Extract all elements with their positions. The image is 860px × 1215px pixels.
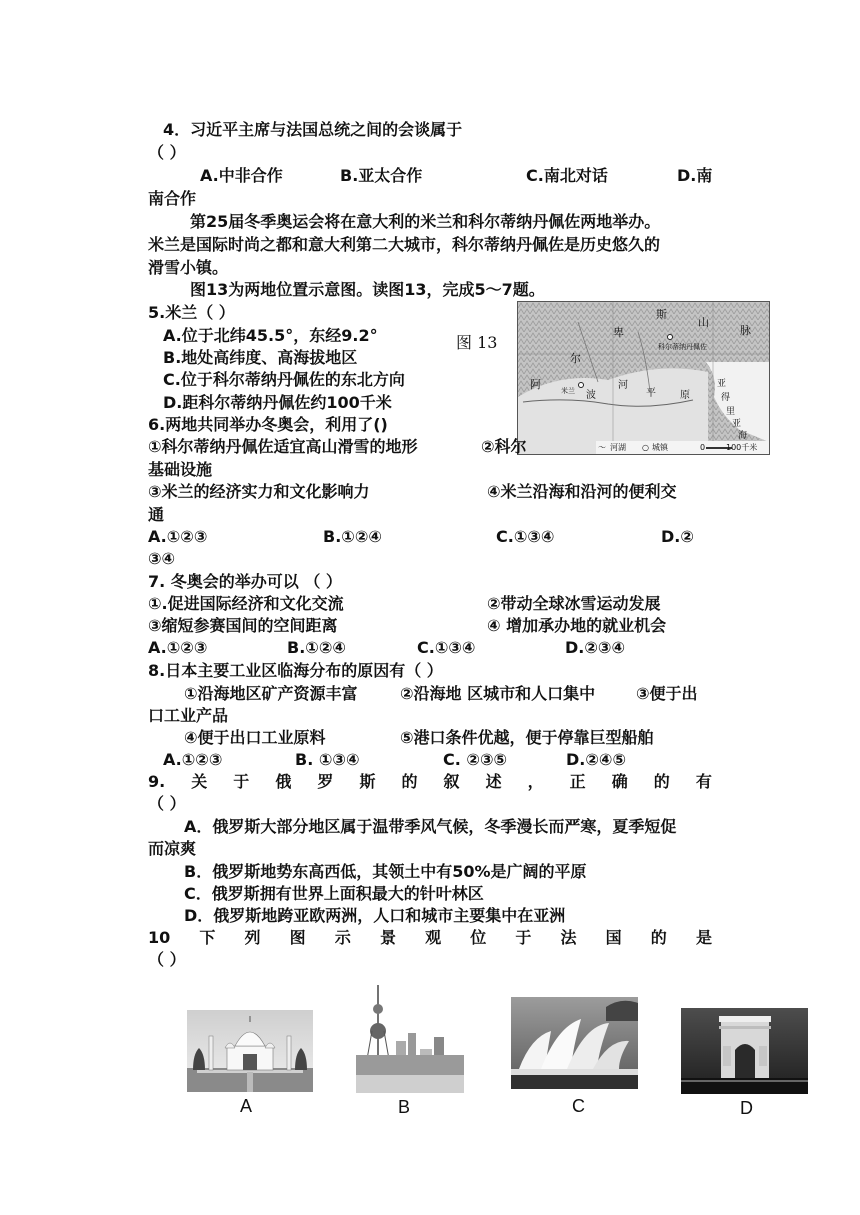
q9-stem-char: 有 [695,772,712,791]
q4-option-d-cont: 南合作 [148,189,197,208]
milan-marker [579,383,584,388]
q6-option-a: A.①②③ [148,527,208,546]
q8-stem: 8.日本主要工业区临海分布的原因有（ ） [148,661,443,680]
taj-mahal-illustration [187,1010,313,1092]
q8-statement-4: ④便于出口工业原料 [184,728,326,747]
legend-town-icon: ○ [642,443,649,452]
q9-stem-char: 罗 [317,772,334,791]
photo-d-arc-de-triomphe [681,1008,808,1094]
legend-town-label: 城镇 [652,443,668,452]
q6-option-c: C.①③④ [496,527,555,546]
q10-stem-char: 10 [148,928,171,947]
map-label-cortina: 科尔蒂纳丹佩佐 [658,343,707,351]
q6-stem: 6.两地共同举办冬奥会，利用了() [148,415,388,434]
q6-statement-2: ②科尔 [481,437,527,456]
q6-statement-3: ③米兰的经济实力和文化影响力 [148,482,370,501]
q9-stem-char: 正 [569,772,586,791]
q9-option-b: B．俄罗斯地势东高西低，其领土中有50%是广阔的平原 [184,862,587,881]
map-label-milan: 米兰 [561,387,575,395]
cortina-marker [668,335,673,340]
q9-option-c: C．俄罗斯拥有世界上面积最大的针叶林区 [184,884,484,903]
q4-option-a: A.中非合作 [200,166,283,185]
opera-house-illustration [511,997,638,1089]
q7-stem: 7. 冬奥会的举办可以 （ ） [148,572,342,591]
intro-figure-ref: 图13为两地位置示意图。读图13，完成5～7题。 [190,280,545,299]
q8-option-c: C. ②③⑤ [443,750,508,769]
legend-river-label: 河湖 [610,443,626,452]
q5-stem: 5.米兰（ ） [148,303,235,322]
q7-option-c: C.①③④ [417,638,476,657]
photo-b-caption: B [398,1097,411,1117]
photo-b-shanghai-skyline [356,985,464,1093]
q10-stem-char: 观 [425,928,442,947]
q9-stem-char: 叙 [443,772,460,791]
q9-option-a: A．俄罗斯大部分地区属于温带季风气候，冬季漫长而严寒，夏季短促 [184,817,677,836]
q10-stem-char: 下 [199,928,216,947]
photo-a-caption: A [240,1096,253,1116]
q10-stem-char: 图 [289,928,306,947]
q5-option-d: D.距科尔蒂纳丹佩佐约100千米 [163,393,392,412]
map-label-alps-1: 阿 [530,378,541,391]
scale-label: 100千米 [726,443,758,452]
q10-stem-char: 法 [560,928,577,947]
q6-option-d: D.② [661,527,694,546]
q4-option-d: D.南 [677,166,713,185]
q8-option-d: D.②④⑤ [566,750,626,769]
q5-option-c: C.位于科尔蒂纳丹佩佐的东北方向 [163,370,405,389]
q6-statement-4: ④米兰沿海和沿河的便利交 [487,482,677,501]
intro-line-3: 滑雪小镇。 [148,258,229,277]
q10-stem-char: 列 [244,928,261,947]
q9-stem-char: 关 [191,772,208,791]
q10-stem-char: 景 [379,928,396,947]
intro-line-1: 第25届冬季奥运会将在意大利的米兰和科尔蒂纳丹佩佐两地举办。 [190,212,661,231]
q7-option-d: D.②③④ [565,638,625,657]
shanghai-illustration [356,985,464,1093]
q9-stem-char: 于 [233,772,250,791]
map-label-alps-2: 尔 [570,352,581,365]
map-label-sea-4: 亚 [732,419,742,429]
q9-stem-char: 述 [485,772,502,791]
figure-13-map [517,301,770,455]
q5-option-b: B.地处高纬度、高海拔地区 [163,348,358,367]
map-label-po-3: 平 [646,388,656,399]
q8-option-b: B. ①③④ [295,750,360,769]
q10-stem-char: 是 [695,928,712,947]
q7-statement-2: ②带动全球冰雪运动发展 [487,594,661,613]
q8-statement-3-cont: 口工业产品 [148,706,229,725]
q10-stem-char: 位 [470,928,487,947]
scale-zero: 0 [700,443,706,452]
q9-stem [148,772,712,792]
q6-option-d-cont: ③④ [148,549,176,568]
map-label-po-4: 原 [680,390,690,401]
relief-map [518,302,769,454]
q8-statement-5: ⑤港口条件优越，便于停靠巨型船舶 [400,728,654,747]
photo-c-sydney-opera-house [511,997,638,1089]
q9-stem-char: ， [527,772,544,791]
map-label-alps-3: 卑 [613,326,624,339]
q10-stem-char: 示 [334,928,351,947]
q6-statement-4-cont: 通 [148,505,165,524]
map-label-alps-4: 斯 [656,308,667,321]
q9-option-a-cont: 而凉爽 [148,839,197,858]
q7-option-b: B.①②④ [287,638,346,657]
q7-statement-3: ③缩短参赛国间的空间距离 [148,616,338,635]
map-label-alps-5: 山 [698,316,709,329]
q10-stem-char: 的 [650,928,667,947]
q6-option-b: B.①②④ [323,527,382,546]
q4-stem: 4．习近平主席与法国总统之间的会谈属于 [163,120,463,139]
q8-statement-1: ①沿海地区矿产资源丰富 [184,684,358,703]
figure-13-caption: 图 13 [456,333,498,352]
legend-river-icon: 〜 [598,443,606,452]
map-legend [596,441,769,454]
map-label-sea-2: 得 [721,393,731,403]
q6-statement-2-cont: 基础设施 [148,460,213,479]
q8-option-a: A.①②③ [163,750,223,769]
q9-stem-char: 确 [611,772,628,791]
q10-stem [148,928,712,948]
q9-stem-char: 的 [401,772,418,791]
q8-statement-2: ②沿海地 区城市和人口集中 [400,684,596,703]
map-label-po-2: 河 [618,380,628,391]
q6-statement-1: ①科尔蒂纳丹佩佐适宜高山滑雪的地形 [148,437,418,456]
q10-paren: （ ） [148,950,186,969]
q9-option-d: D．俄罗斯地跨亚欧两洲，人口和城市主要集中在亚洲 [184,906,566,925]
photo-d-caption: D [740,1098,753,1118]
q9-stem-char: 的 [653,772,670,791]
q9-stem-char: 斯 [359,772,376,791]
q7-statement-1: ①.促进国际经济和文化交流 [148,594,344,613]
q4-paren: （ ） [148,143,186,162]
q10-stem-char: 国 [605,928,622,947]
map-label-sea-3: 里 [726,407,736,417]
map-label-po-1: 波 [586,390,596,401]
map-label-sea-1: 亚 [717,379,727,389]
photo-c-caption: C [572,1096,585,1116]
q7-statement-4: ④ 增加承办地的就业机会 [487,616,667,635]
q9-stem-char: 俄 [275,772,292,791]
photo-a-taj-mahal [187,1010,313,1092]
q9-stem-char: 9. [148,772,166,791]
q9-paren: （ ） [148,794,186,813]
q4-option-b: B.亚太合作 [340,166,423,185]
q10-stem-char: 于 [515,928,532,947]
map-label-sea-5: 海 [738,431,748,441]
q7-option-a: A.①②③ [148,638,208,657]
intro-line-2: 米兰是国际时尚之都和意大利第二大城市，科尔蒂纳丹佩佐是历史悠久的 [148,235,661,254]
q4-option-c: C.南北对话 [526,166,608,185]
q5-option-a: A.位于北纬45.5°，东经9.2° [163,326,378,345]
map-label-alps-6: 脉 [740,324,751,337]
q8-statement-3: ③便于出 [636,684,698,703]
arc-de-triomphe-illustration [681,1008,808,1094]
